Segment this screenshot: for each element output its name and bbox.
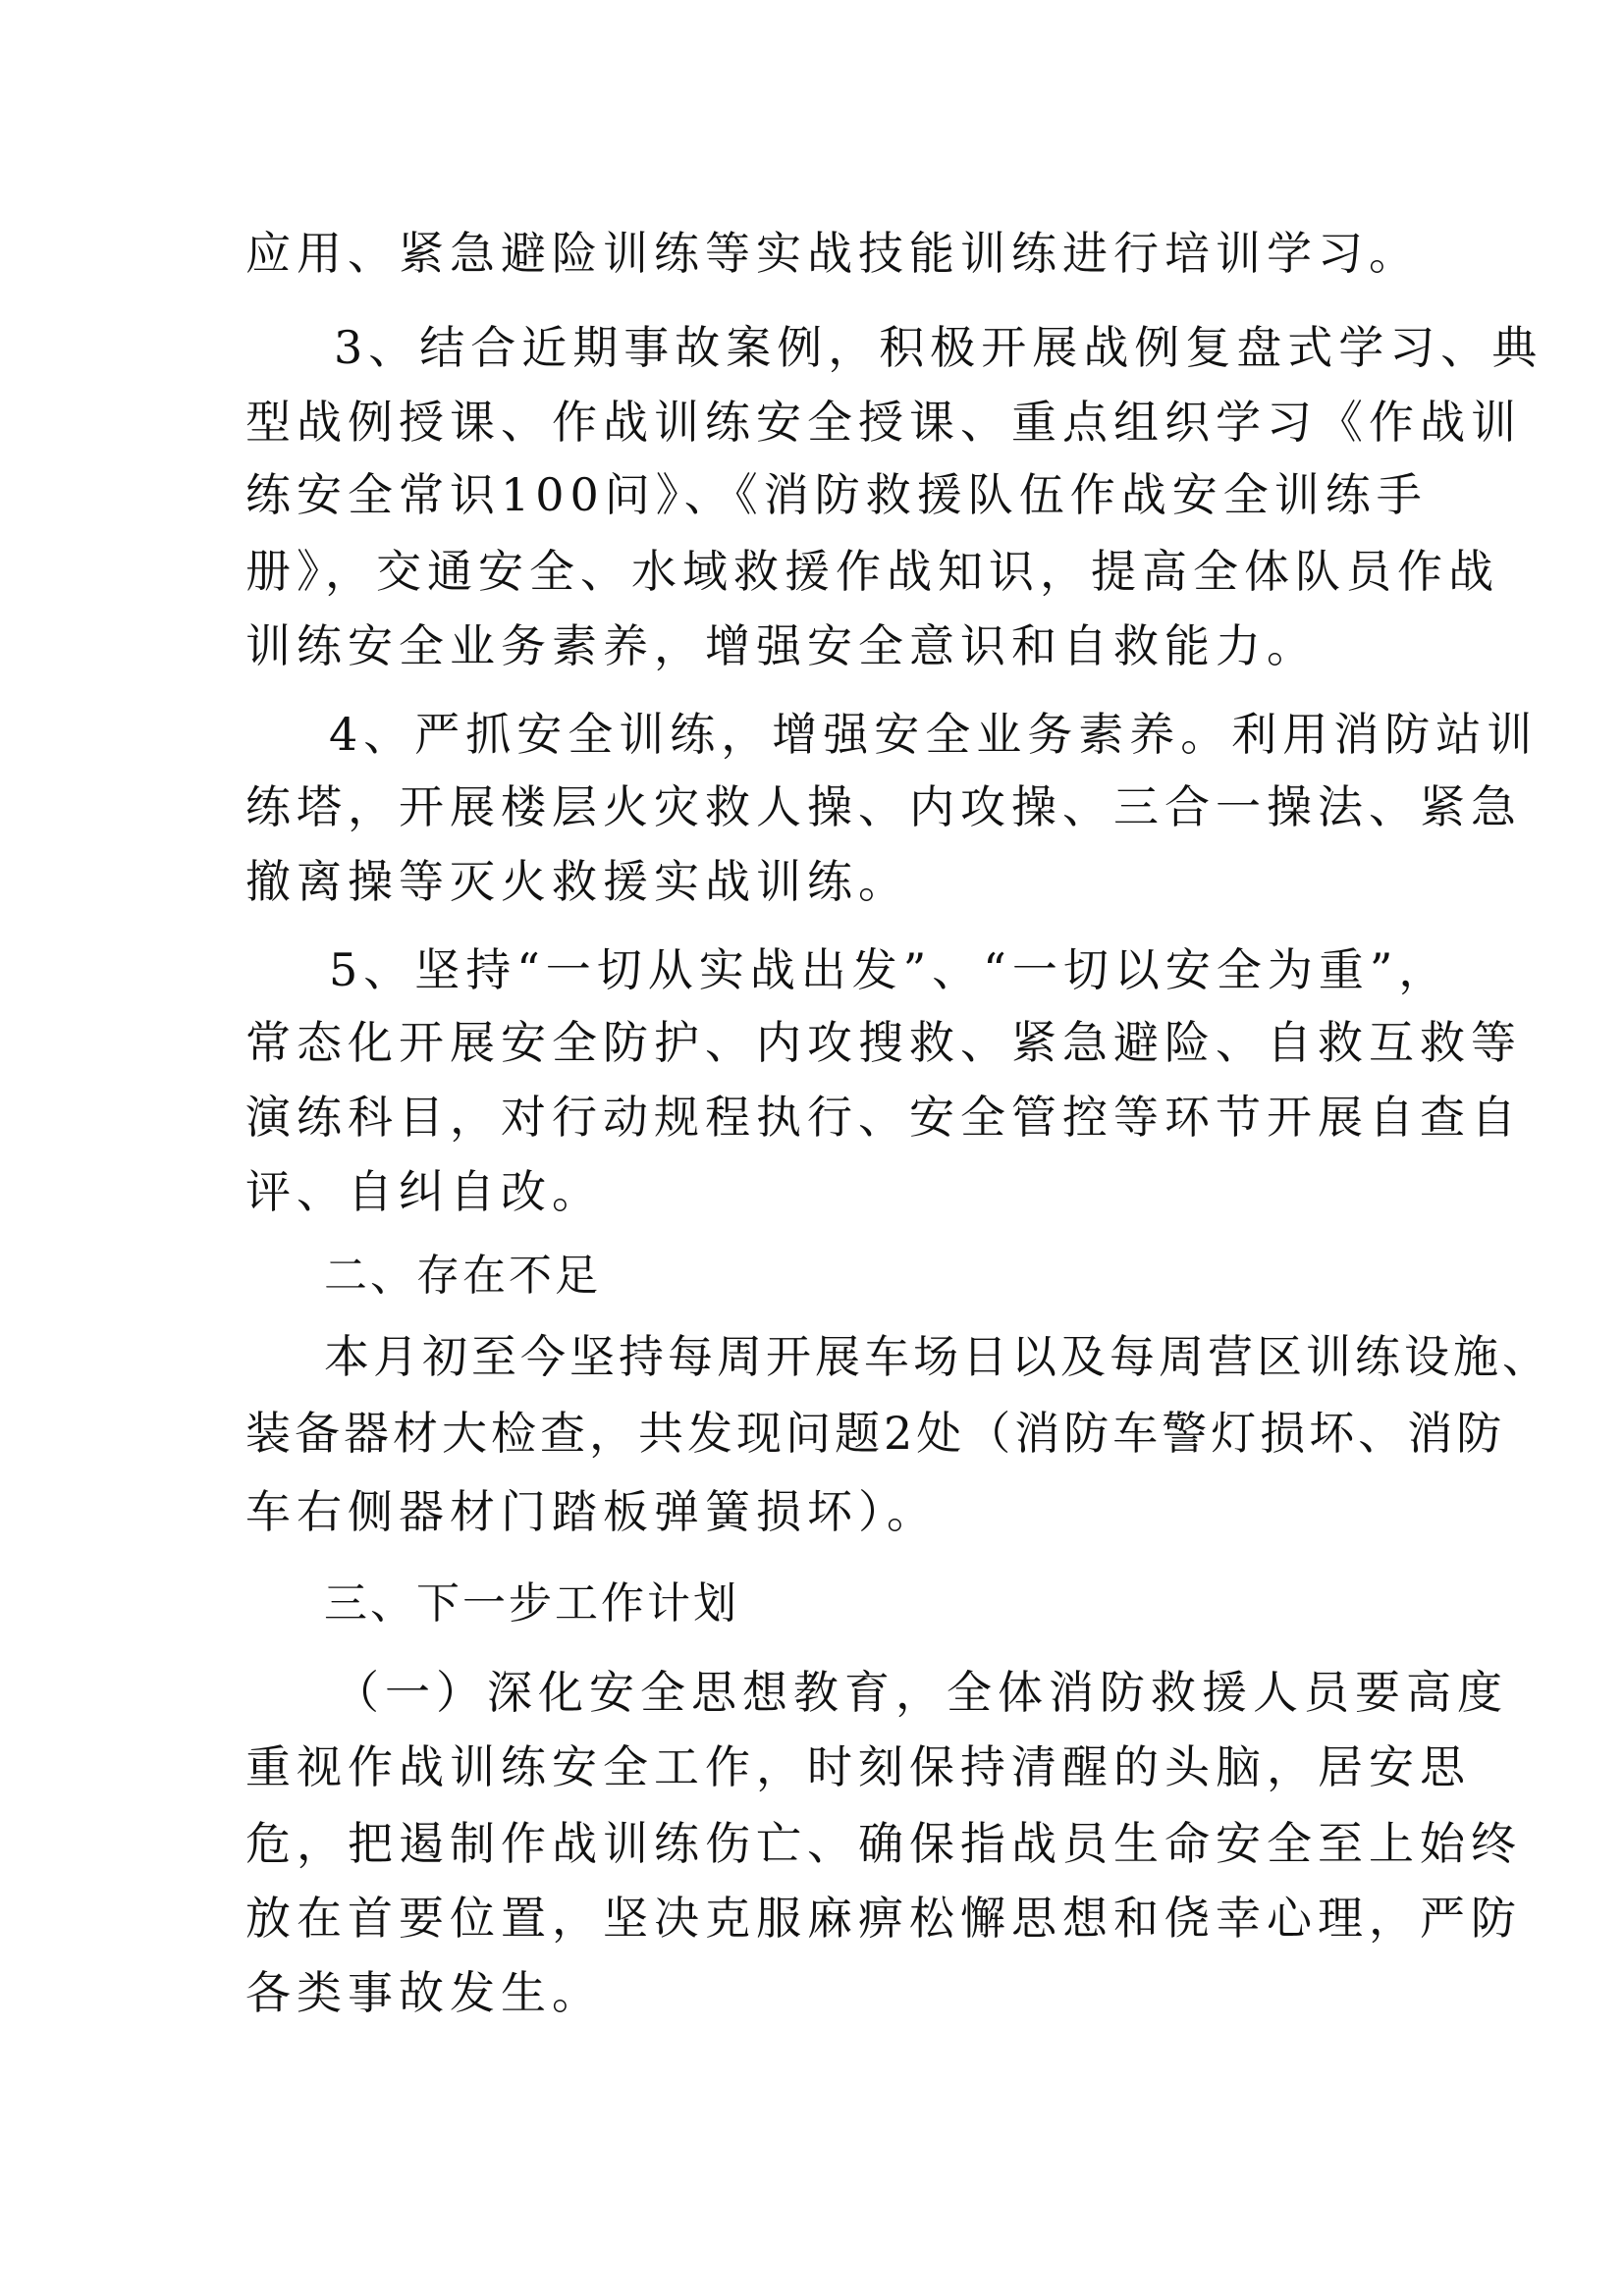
paragraph-line: 评、自纠自改。 (245, 1165, 603, 1218)
paragraph-line: 撤离操等灭火救援实战训练。 (245, 855, 909, 908)
paragraph-line: 训练安全业务素养，增强安全意识和自救能力。 (245, 619, 1318, 672)
paragraph-line: 应用、紧急避险训练等实战技能训练进行培训学习。 (245, 227, 1420, 280)
paragraph-line: （一）深化安全思想教育，全体消防救援人员要高度 (334, 1666, 1508, 1719)
paragraph-line: 常态化开展安全防护、内攻搜救、紧急避险、自救互救等 (245, 1016, 1522, 1069)
paragraph-line: 本月初至今坚持每周开展车场日以及每周营区训练设施、 (324, 1330, 1551, 1383)
paragraph-line: 练塔，开展楼层火灾救人操、内攻操、三合一操法、紧急 (245, 780, 1522, 833)
section-heading: 二、存在不足 (324, 1251, 601, 1301)
paragraph-line: 3、结合近期事故案例，积极开展战例复盘式学习、典 (334, 321, 1543, 374)
paragraph-line: 危，把遏制作战训练伤亡、确保指战员生命安全至上始终 (245, 1817, 1522, 1870)
paragraph-line: 各类事故发生。 (245, 1966, 603, 2019)
paragraph-line: 型战例授课、作战训练安全授课、重点组织学习《作战训 (245, 396, 1522, 449)
paragraph-line: 放在首要位置，坚决克服麻痹松懈思想和侥幸心理，严防 (245, 1892, 1522, 1945)
paragraph-line: 册》，交通安全、水域救援作战知识，提高全体队员作战 (245, 545, 1499, 598)
paragraph-line: 练安全常识100问》、《消防救援队伍作战安全训练手 (245, 468, 1428, 521)
paragraph-line: 重视作战训练安全工作，时刻保持清醒的头脑，居安思 (245, 1740, 1471, 1793)
paragraph-line: 演练科目，对行动规程执行、安全管控等环节开展自查自 (245, 1091, 1522, 1144)
paragraph-line: 4、严抓安全训练，增强安全业务素养。利用消防站训 (329, 708, 1539, 761)
section-heading: 三、下一步工作计划 (324, 1578, 739, 1629)
paragraph-line: 装备器材大检查，共发现问题2处（消防车警灯损坏、消防 (245, 1407, 1506, 1460)
paragraph-line: 5、坚持“一切从实战出发”、“一切以安全为重”， (329, 943, 1450, 996)
paragraph-line: 车右侧器材门踏板弹簧损坏）。 (245, 1485, 938, 1538)
